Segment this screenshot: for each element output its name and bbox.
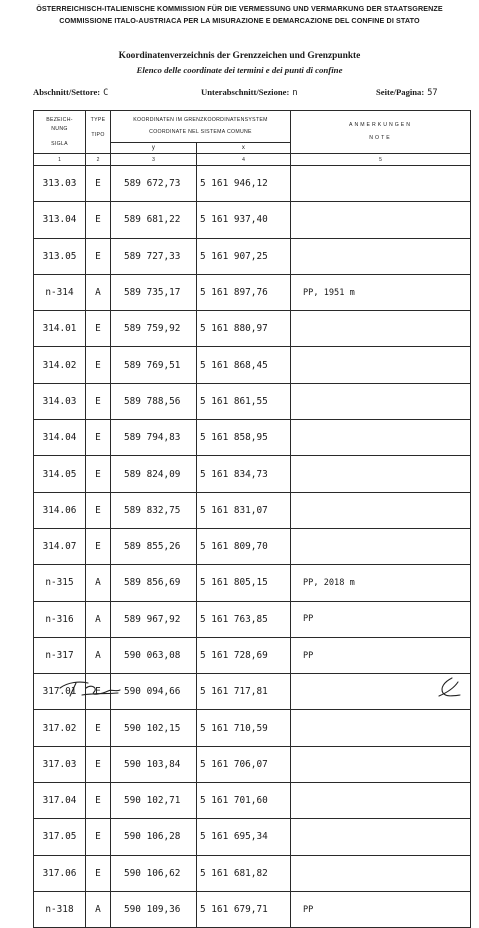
coordinate-table-body [34,111,471,928]
x-coordinate-cell: 5 161 763,85 [197,601,291,637]
note-cell [291,420,471,456]
column-number: 1 [34,154,86,166]
type-cell: A [86,637,111,673]
table-row [34,783,471,819]
header-sigla-line1: BEZEICH- [46,117,73,123]
y-coordinate-cell: 589 681,22 [111,202,197,238]
sigla-cell: n-316 [34,601,86,637]
sigla-cell: 317.04 [34,783,86,819]
note-cell [291,492,471,528]
seite-value: 57 [427,88,438,98]
note-cell [291,710,471,746]
type-cell: E [86,819,111,855]
y-coordinate-cell: 589 832,75 [111,492,197,528]
unterabschnitt-value: n [292,88,298,98]
commission-title-de: ÖSTERREICHISCH-ITALIENISCHE KOMMISSION FÜR DIE VERMESSUNG UND VERMARKUNG DER STAATSGRENZE [36,4,443,13]
type-cell: E [86,456,111,492]
table-row [34,202,471,238]
signature-right [436,676,462,698]
type-cell: E [86,238,111,274]
type-cell: A [86,891,111,927]
type-cell: E [86,783,111,819]
header-coordinates-de: KOORDINATEN IM GRENZKOORDINATENSYSTEM [133,117,268,123]
type-cell: E [86,383,111,419]
x-coordinate-cell: 5 161 831,07 [197,492,291,528]
x-coordinate-cell: 5 161 728,69 [197,637,291,673]
type-cell: E [86,420,111,456]
header-type-line2: TIPO [91,132,105,138]
x-coordinate-cell: 5 161 710,59 [197,710,291,746]
y-coordinate-cell: 589 672,73 [111,166,197,202]
type-cell: A [86,601,111,637]
table-row [34,891,471,927]
note-cell [291,528,471,564]
note-cell: PP [291,637,471,673]
y-coordinate-cell: 589 769,51 [111,347,197,383]
y-coordinate-cell: 589 824,09 [111,456,197,492]
header-y: y [111,143,197,154]
header-notes-it: NOTE [369,135,392,141]
sigla-cell: 317.02 [34,710,86,746]
y-coordinate-cell: 589 794,83 [111,420,197,456]
table-row [34,637,471,673]
sigla-cell: 314.03 [34,383,86,419]
sigla-cell: 317.03 [34,746,86,782]
document-title-de: Koordinatenverzeichnis der Grenzzeichen und Grenzpunkte [118,51,361,61]
header-sigla-line3: SIGLA [51,141,68,147]
seite-field [376,87,438,98]
x-coordinate-cell: 5 161 717,81 [197,674,291,710]
type-cell: E [86,202,111,238]
table-row [34,347,471,383]
y-coordinate-cell: 590 109,36 [111,891,197,927]
column-number-row [34,154,471,166]
table-row [34,601,471,637]
note-cell [291,783,471,819]
x-coordinate-cell: 5 161 681,82 [197,855,291,891]
y-coordinate-cell: 589 759,92 [111,311,197,347]
note-cell: PP [291,601,471,637]
table-row [34,456,471,492]
coordinate-table [33,110,471,928]
type-cell: A [86,274,111,310]
x-coordinate-cell: 5 161 907,25 [197,238,291,274]
table-row [34,166,471,202]
column-number: 2 [86,154,111,166]
y-coordinate-cell: 590 063,08 [111,637,197,673]
header-coordinates [111,111,291,143]
y-coordinate-cell: 589 855,26 [111,528,197,564]
type-cell: E [86,347,111,383]
note-cell [291,202,471,238]
table-row [34,819,471,855]
header-notes-de: ANMERKUNGEN [349,122,412,128]
sigla-cell: n-318 [34,891,86,927]
table-row [34,492,471,528]
sigla-cell: 314.05 [34,456,86,492]
table-row [34,746,471,782]
note-cell [291,855,471,891]
y-coordinate-cell: 589 735,17 [111,274,197,310]
note-cell: PP, 2018 m [291,565,471,601]
header-sigla [34,111,86,154]
type-cell: A [86,565,111,601]
table-row [34,383,471,419]
table-row [34,420,471,456]
abschnitt-label: Abschnitt/Settore: [33,87,101,97]
sigla-cell: 313.04 [34,202,86,238]
sigla-cell: n-315 [34,565,86,601]
type-cell: E [86,855,111,891]
y-coordinate-cell: 589 967,92 [111,601,197,637]
sigla-cell: n-314 [34,274,86,310]
type-cell: E [86,311,111,347]
signature-left [58,674,122,698]
note-cell [291,383,471,419]
x-coordinate-cell: 5 161 679,71 [197,891,291,927]
note-cell [291,456,471,492]
header-coordinates-it: COORDINATE NEL SISTEMA COMUNE [149,129,252,135]
column-number: 5 [291,154,471,166]
header-x: x [197,143,291,154]
sigla-cell: 313.03 [34,166,86,202]
x-coordinate-cell: 5 161 858,95 [197,420,291,456]
x-coordinate-cell: 5 161 946,12 [197,166,291,202]
y-coordinate-cell: 590 094,66 [111,674,197,710]
x-coordinate-cell: 5 161 701,60 [197,783,291,819]
y-coordinate-cell: 590 102,71 [111,783,197,819]
sigla-cell: 317.06 [34,855,86,891]
table-header-row-1 [34,111,471,143]
x-coordinate-cell: 5 161 834,73 [197,456,291,492]
sigla-cell: 314.02 [34,347,86,383]
header-type [86,111,111,154]
y-coordinate-cell: 590 106,62 [111,855,197,891]
sigla-cell: n-317 [34,637,86,673]
column-number: 4 [197,154,291,166]
header-sigla-line2: NUNG [51,126,68,132]
unterabschnitt-label: Unterabschnitt/Sezione: [201,87,290,97]
table-row [34,528,471,564]
x-coordinate-cell: 5 161 897,76 [197,274,291,310]
unterabschnitt-field [201,87,298,98]
sigla-cell: 317.01 [34,674,86,710]
sigla-cell: 314.04 [34,420,86,456]
note-cell: PP, 1951 m [291,274,471,310]
header-type-line1: TYPE [90,117,106,123]
note-cell [291,347,471,383]
header-notes [291,111,471,154]
note-cell [291,819,471,855]
x-coordinate-cell: 5 161 937,40 [197,202,291,238]
sigla-cell: 317.05 [34,819,86,855]
x-coordinate-cell: 5 161 695,34 [197,819,291,855]
sigla-cell: 314.07 [34,528,86,564]
abschnitt-value: C [103,88,109,98]
x-coordinate-cell: 5 161 880,97 [197,311,291,347]
commission-title-it: COMMISSIONE ITALO-AUSTRIACA PER LA MISURAZIONE E DEMARCAZIONE DEL CONFINE DI STATO [59,16,420,25]
type-cell: E [86,746,111,782]
table-row [34,311,471,347]
note-cell [291,166,471,202]
x-coordinate-cell: 5 161 809,70 [197,528,291,564]
seite-label: Seite/Pagina: [376,87,425,97]
x-coordinate-cell: 5 161 868,45 [197,347,291,383]
table-row [34,274,471,310]
type-cell: E [86,674,111,710]
table-row [34,238,471,274]
x-coordinate-cell: 5 161 706,07 [197,746,291,782]
column-number: 3 [111,154,197,166]
y-coordinate-cell: 590 106,28 [111,819,197,855]
type-cell: E [86,710,111,746]
y-coordinate-cell: 589 856,69 [111,565,197,601]
table-row [34,710,471,746]
y-coordinate-cell: 589 727,33 [111,238,197,274]
note-cell [291,746,471,782]
document-title-it: Elenco delle coordinate dei termini e dei punti di confine [136,65,343,75]
note-cell: PP [291,891,471,927]
y-coordinate-cell: 590 102,15 [111,710,197,746]
x-coordinate-cell: 5 161 805,15 [197,565,291,601]
table-row [34,565,471,601]
x-coordinate-cell: 5 161 861,55 [197,383,291,419]
table-row [34,855,471,891]
sigla-cell: 313.05 [34,238,86,274]
note-cell [291,238,471,274]
y-coordinate-cell: 590 103,84 [111,746,197,782]
sigla-cell: 314.01 [34,311,86,347]
type-cell: E [86,166,111,202]
type-cell: E [86,492,111,528]
y-coordinate-cell: 589 788,56 [111,383,197,419]
type-cell: E [86,528,111,564]
note-cell [291,311,471,347]
sigla-cell: 314.06 [34,492,86,528]
abschnitt-field [33,87,108,98]
